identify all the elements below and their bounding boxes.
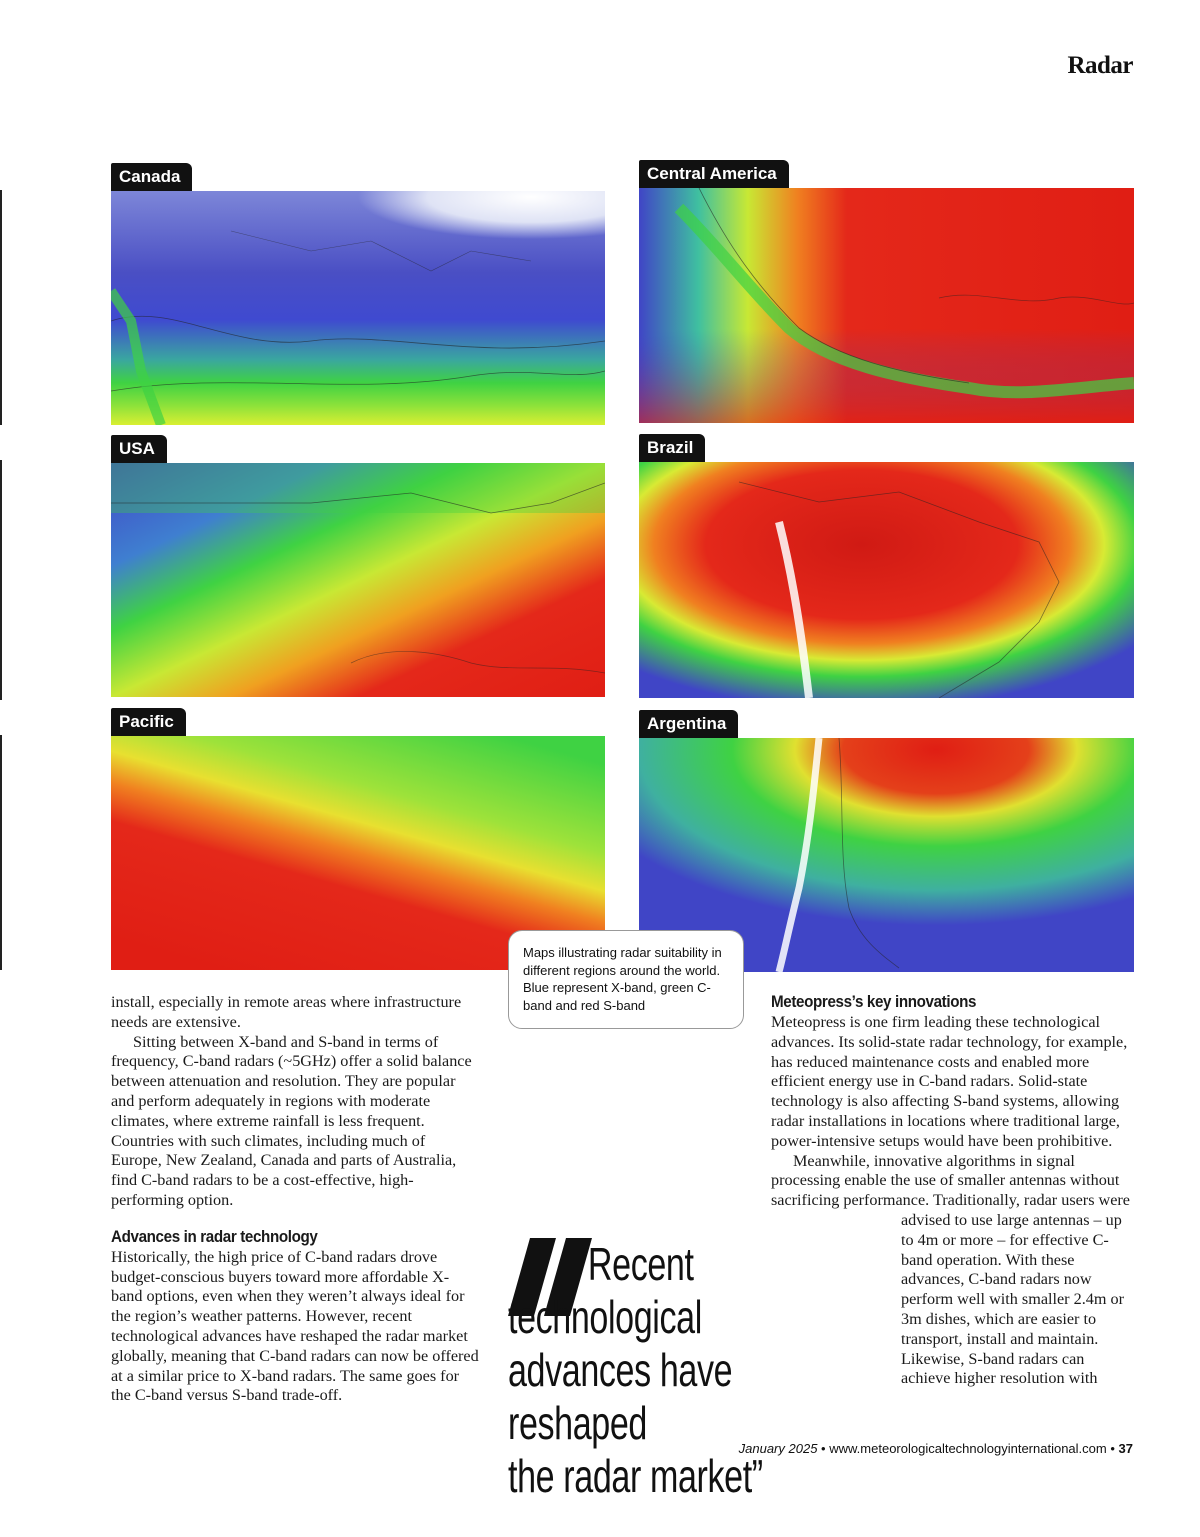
map-label-usa: USA	[111, 435, 167, 463]
subheading: Advances in radar technology	[111, 1227, 318, 1246]
pull-quote-line: advances have reshaped	[508, 1344, 733, 1449]
map-label-central-america: Central America	[639, 160, 789, 188]
footer-url: www.meteorologicaltechnologyinternational.com	[829, 1441, 1107, 1456]
right-column-lower	[771, 1152, 1137, 1390]
pull-quote-line: the radar market”	[508, 1450, 763, 1502]
map-brazil	[639, 438, 1134, 698]
footer-separator: •	[821, 1441, 826, 1456]
paragraph: install, especially in remote areas where infrastructure needs are extensive.	[111, 993, 462, 1031]
map-brazil-image	[639, 462, 1134, 698]
page-edge-mark	[0, 735, 2, 970]
page-footer	[739, 1441, 1133, 1456]
map-label-pacific: Pacific	[111, 708, 186, 736]
map-label-argentina: Argentina	[639, 710, 738, 738]
paragraph-text: Meanwhile, innovative algorithms in signal processing enable the use of smaller antennas without sacrificing performance. Traditionally, radar users were advised to use large antennas – up to 4m or more – for effective C-band operation. With these advances, C-band radars now perform well with smaller 2.4m or 3m dishes, which are easier to transport, install and maintain. Likewise, S-band radars can achieve higher resolution with	[771, 1151, 1130, 1388]
left-column	[111, 993, 479, 1406]
page-edge-mark	[0, 460, 2, 700]
page-edge-mark	[0, 190, 2, 425]
page-number: 37	[1118, 1441, 1133, 1456]
pull-quote-line: Recent technological	[508, 1238, 702, 1343]
map-central-america-image	[639, 188, 1134, 423]
map-label-brazil: Brazil	[639, 434, 705, 462]
map-usa	[111, 439, 605, 697]
paragraph: Meteopress is one firm leading these technological advances. Its solid-state radar technology, for example, has reduced maintenance costs and enabled more efficient energy use in C-band radars. Solid-state technology is also affecting S-band systems, allowing radar installations in locations where traditional large, power-intensive setups would have been prohibitive.	[771, 1013, 1128, 1150]
subheading: Meteopress’s key innovations	[771, 993, 977, 1011]
section-title: Radar	[1067, 52, 1133, 79]
map-central-america	[639, 164, 1134, 423]
map-canada	[111, 167, 605, 425]
right-column	[771, 992, 1137, 1468]
footer-separator: •	[1110, 1441, 1115, 1456]
paragraph: Sitting between X-band and S-band in terms of frequency, C-band radars (~5GHz) offer a solid balance between attenuation and resolution. They are popular and perform adequately in regions with moderate climates, where extreme rainfall is less frequent. Countries with such climates, including much of Europe, New Zealand, Canada and parts of Australia, find C-band radars to be a cost-effective, high-performing option.	[111, 1032, 472, 1209]
paragraph	[771, 1152, 1137, 1390]
map-usa-image	[111, 463, 605, 697]
footer-date: January 2025	[738, 1441, 818, 1456]
map-canada-image	[111, 191, 605, 425]
figure-caption: Maps illustrating radar suitability in different regions around the world. Blue represent X-band, green C-band and red S-band	[508, 930, 744, 1029]
wrap-spacer	[771, 1228, 901, 1468]
paragraph: Historically, the high price of C-band radars drove budget-conscious buyers toward more affordable X-band options, even when they weren’t always ideal for the region’s weather patterns. However, recent technological advances have reshaped the radar market globally, meaning that C-band radars can now be offered at a similar price to X-band radars. The same goes for the C-band versus S-band trade-off.	[111, 1247, 479, 1405]
map-label-canada: Canada	[111, 163, 192, 191]
